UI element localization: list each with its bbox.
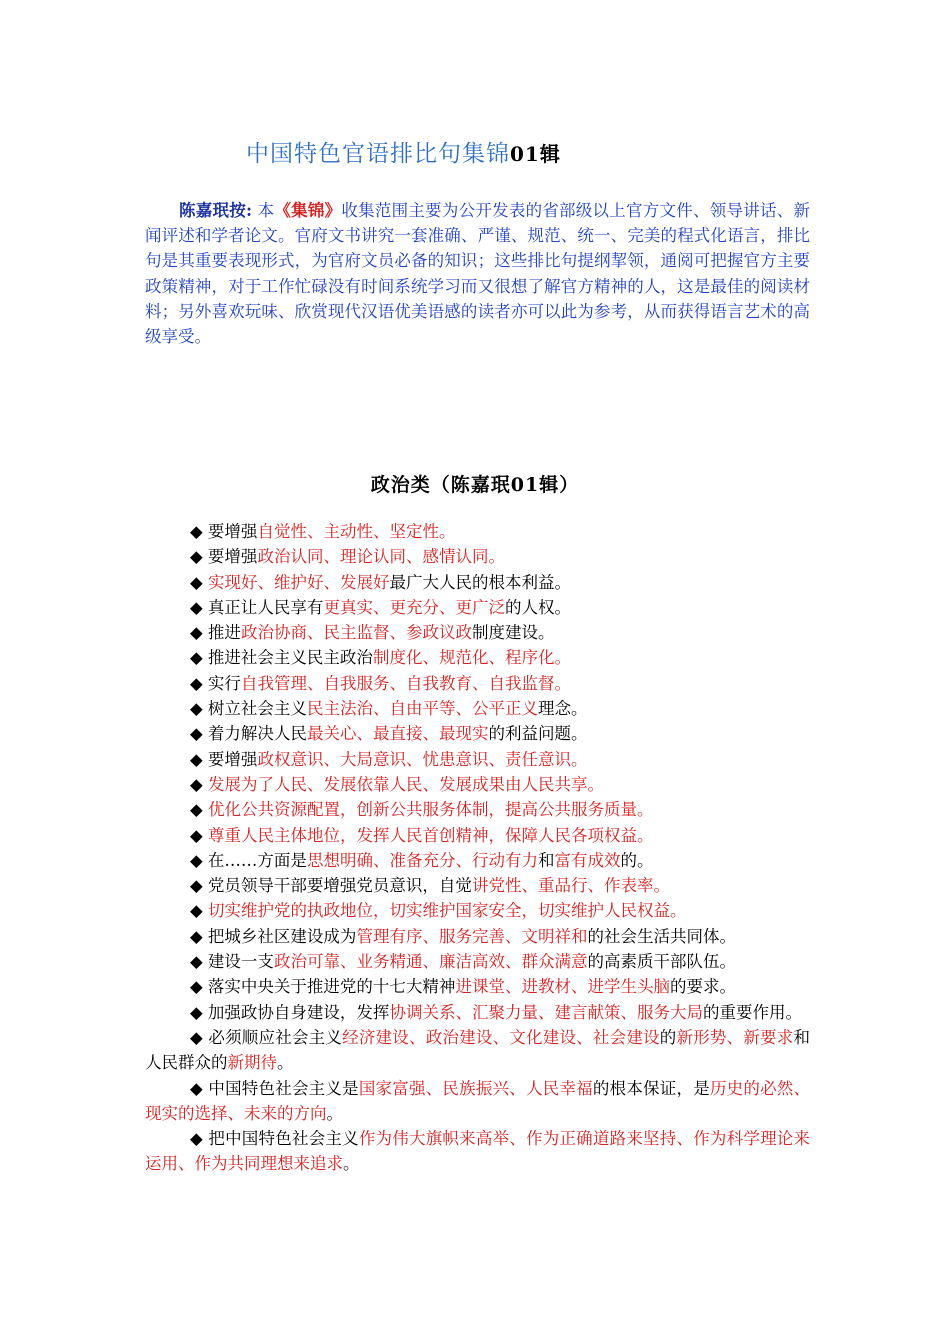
list-item (145, 772, 810, 797)
highlighted-phrase: 政治可靠、业务精通、廉洁高效、群众满意 (273, 952, 588, 972)
list-item (145, 544, 810, 569)
highlighted-phrase: 政权意识、大局意识、忧患意识、责任意识。 (257, 749, 588, 769)
plain-text: ◆ 把城乡社区建设成为 (190, 926, 357, 946)
list-item (145, 595, 810, 620)
plain-text: 制度建设。 (471, 623, 555, 643)
list-item (145, 519, 810, 544)
section-title: 政治类（陈嘉珉01辑） (370, 474, 580, 496)
plain-text: ◆ (190, 572, 208, 592)
plain-text: ◆ 落实中央关于推进党的十七大精神 (190, 977, 456, 997)
highlighted-phrase: 国家富强、民族振兴、人民幸福 (358, 1078, 593, 1098)
highlighted-phrase: 协调关系、汇聚力量、建言献策、服务大局 (389, 1002, 703, 1022)
plain-text: 。 (277, 1053, 294, 1073)
plain-text: 的利益问题。 (488, 724, 588, 744)
list-item (145, 898, 810, 923)
list-item (145, 949, 810, 974)
plain-text: ◆ 把中国特色社会主义 (190, 1129, 359, 1149)
list-item (145, 823, 810, 848)
list-item (145, 645, 810, 670)
plain-text: 的社会生活共同体。 (587, 926, 736, 946)
plain-text: 。 (326, 1103, 343, 1123)
highlighted-phrase: 尊重人民主体地位，发挥人民首创精神，保障人民各项权益。 (207, 825, 654, 845)
highlighted-phrase: 新期待 (227, 1053, 277, 1073)
list-item (145, 1126, 810, 1177)
list-item (145, 924, 810, 949)
list-item (145, 570, 810, 595)
highlighted-phrase: 讲党性、重品行、作表率。 (471, 876, 670, 896)
highlighted-phrase: 富有成效 (554, 850, 621, 870)
intro-author: 陈嘉珉按: (179, 201, 253, 220)
highlighted-phrase: 进课堂、进教材、进学生头脑 (455, 977, 670, 997)
highlighted-phrase: 政治协商、民主监督、参政议政 (240, 623, 472, 643)
list-item (145, 721, 810, 746)
plain-text: ◆ 要增强 (190, 547, 258, 567)
plain-text: ◆ 中国特色社会主义是 (190, 1078, 359, 1098)
highlighted-phrase: 经济建设、政治建设、文化建设、社会建设 (342, 1027, 660, 1047)
plain-text: ◆ (190, 901, 208, 921)
plain-text: 的高素质干部队伍。 (587, 952, 736, 972)
highlighted-phrase: 自我管理、自我服务、自我教育、自我监督。 (240, 673, 571, 693)
plain-text: 的人权。 (504, 597, 571, 617)
highlighted-phrase: 历史的必然、现实的选择、未来的方向 (145, 1078, 811, 1123)
plain-text: 的。 (620, 850, 654, 870)
document-title (246, 135, 561, 168)
list-item (145, 974, 810, 999)
highlighted-phrase: 思想明确、准备充分、行动有力 (306, 850, 538, 870)
plain-text: 最广大人民的根本利益。 (389, 572, 571, 592)
plain-text: ◆ 党员领导干部要增强党员意识，自觉 (190, 876, 472, 896)
plain-text: 和 (537, 850, 555, 870)
intro-book-title: 《集锦》 (274, 201, 342, 220)
plain-text: ◆ (190, 800, 208, 820)
highlighted-phrase: 民主法治、自由平等、公平正义 (306, 699, 538, 719)
plain-text: ◆ (190, 825, 208, 845)
list-item (145, 747, 810, 772)
highlighted-phrase: 发展为了人民、发展依靠人民、发展成果由人民共享。 (207, 774, 604, 794)
list-item (145, 620, 810, 645)
highlighted-phrase: 实现好、维护好、发展好 (207, 572, 390, 592)
title-number: 01辑 (510, 142, 561, 166)
plain-text: ◆ 树立社会主义 (190, 699, 307, 719)
highlighted-phrase: 政治认同、理论认同、感情认同。 (257, 547, 505, 567)
intro-pre: 本 (257, 201, 275, 220)
intro-body: 收集范围主要为公开发表的省部级以上官方文件、领导讲话、新闻评述和学者论文。官府文书讲究一套准确、严谨、规范、统一、完美的程式化语言，排比句是其重要表现形式，为官府文员必备的知识；这些排比句提纲挈领，通阅可把握官方主要政策精神，对于工作忙碌没有时间系统学习而又很想了解官方精神的人，这是最佳的阅读材料；另外喜欢玩味、欣赏现代汉语优美语感的读者亦可以此为参考，从而获得语言艺术的高级享受。 (145, 201, 811, 347)
list-item (145, 1025, 810, 1076)
highlighted-phrase: 自觉性、主动性、坚定性。 (257, 522, 456, 541)
plain-text: ◆ 真正让人民享有 (190, 597, 324, 617)
item-list (145, 519, 810, 1177)
plain-text: 的根本保证，是 (592, 1078, 710, 1098)
plain-text: ◆ 必须顺应社会主义 (190, 1027, 343, 1047)
list-item (145, 797, 810, 822)
highlighted-phrase: 更真实、更充分、更广泛 (323, 597, 505, 617)
plain-text: 的要求。 (669, 977, 736, 997)
plain-text: 的 (659, 1027, 677, 1047)
plain-text: 理念。 (537, 699, 588, 719)
list-item (145, 1000, 810, 1025)
highlighted-phrase: 切实维护党的执政地位，切实维护国家安全，切实维护人民权益。 (207, 901, 687, 921)
highlighted-phrase: 最关心、最直接、最现实 (306, 724, 489, 744)
plain-text: ◆ 实行 (190, 673, 241, 693)
plain-text: ◆ 推进社会主义民主政治 (190, 648, 373, 668)
plain-text: ◆ 要增强 (190, 749, 258, 769)
highlighted-phrase: 管理有序、服务完善、文明祥和 (356, 926, 588, 946)
plain-text: ◆ 着力解决人民 (190, 724, 307, 744)
highlighted-phrase: 作为伟大旗帜来高举、作为正确道路来坚持、作为科学理论来运用、作为共同理想来追求 (145, 1129, 811, 1174)
intro-paragraph (145, 198, 810, 349)
plain-text: ◆ 要增强 (190, 522, 258, 541)
highlighted-phrase: 优化公共资源配置，创新公共服务体制，提高公共服务质量。 (207, 800, 654, 820)
list-item (145, 671, 810, 696)
title-main: 中国特色官语排比句集锦 (246, 141, 510, 167)
plain-text: ◆ 建设一支 (190, 952, 274, 972)
highlighted-phrase: 制度化、规范化、程序化。 (372, 648, 571, 668)
plain-text: ◆ 在……方面是 (190, 850, 307, 870)
list-item (145, 873, 810, 898)
plain-text: 和人民群众的 (145, 1027, 811, 1073)
plain-text: ◆ 推进 (190, 623, 241, 643)
highlighted-phrase: 新形势、新要求 (676, 1027, 794, 1047)
list-item (145, 1076, 810, 1127)
plain-text: ◆ (190, 774, 208, 794)
list-item (145, 696, 810, 721)
plain-text: 。 (343, 1154, 360, 1174)
plain-text: 的重要作用。 (702, 1002, 802, 1022)
plain-text: ◆ 加强政协自身建设，发挥 (190, 1002, 390, 1022)
list-item (145, 848, 810, 873)
